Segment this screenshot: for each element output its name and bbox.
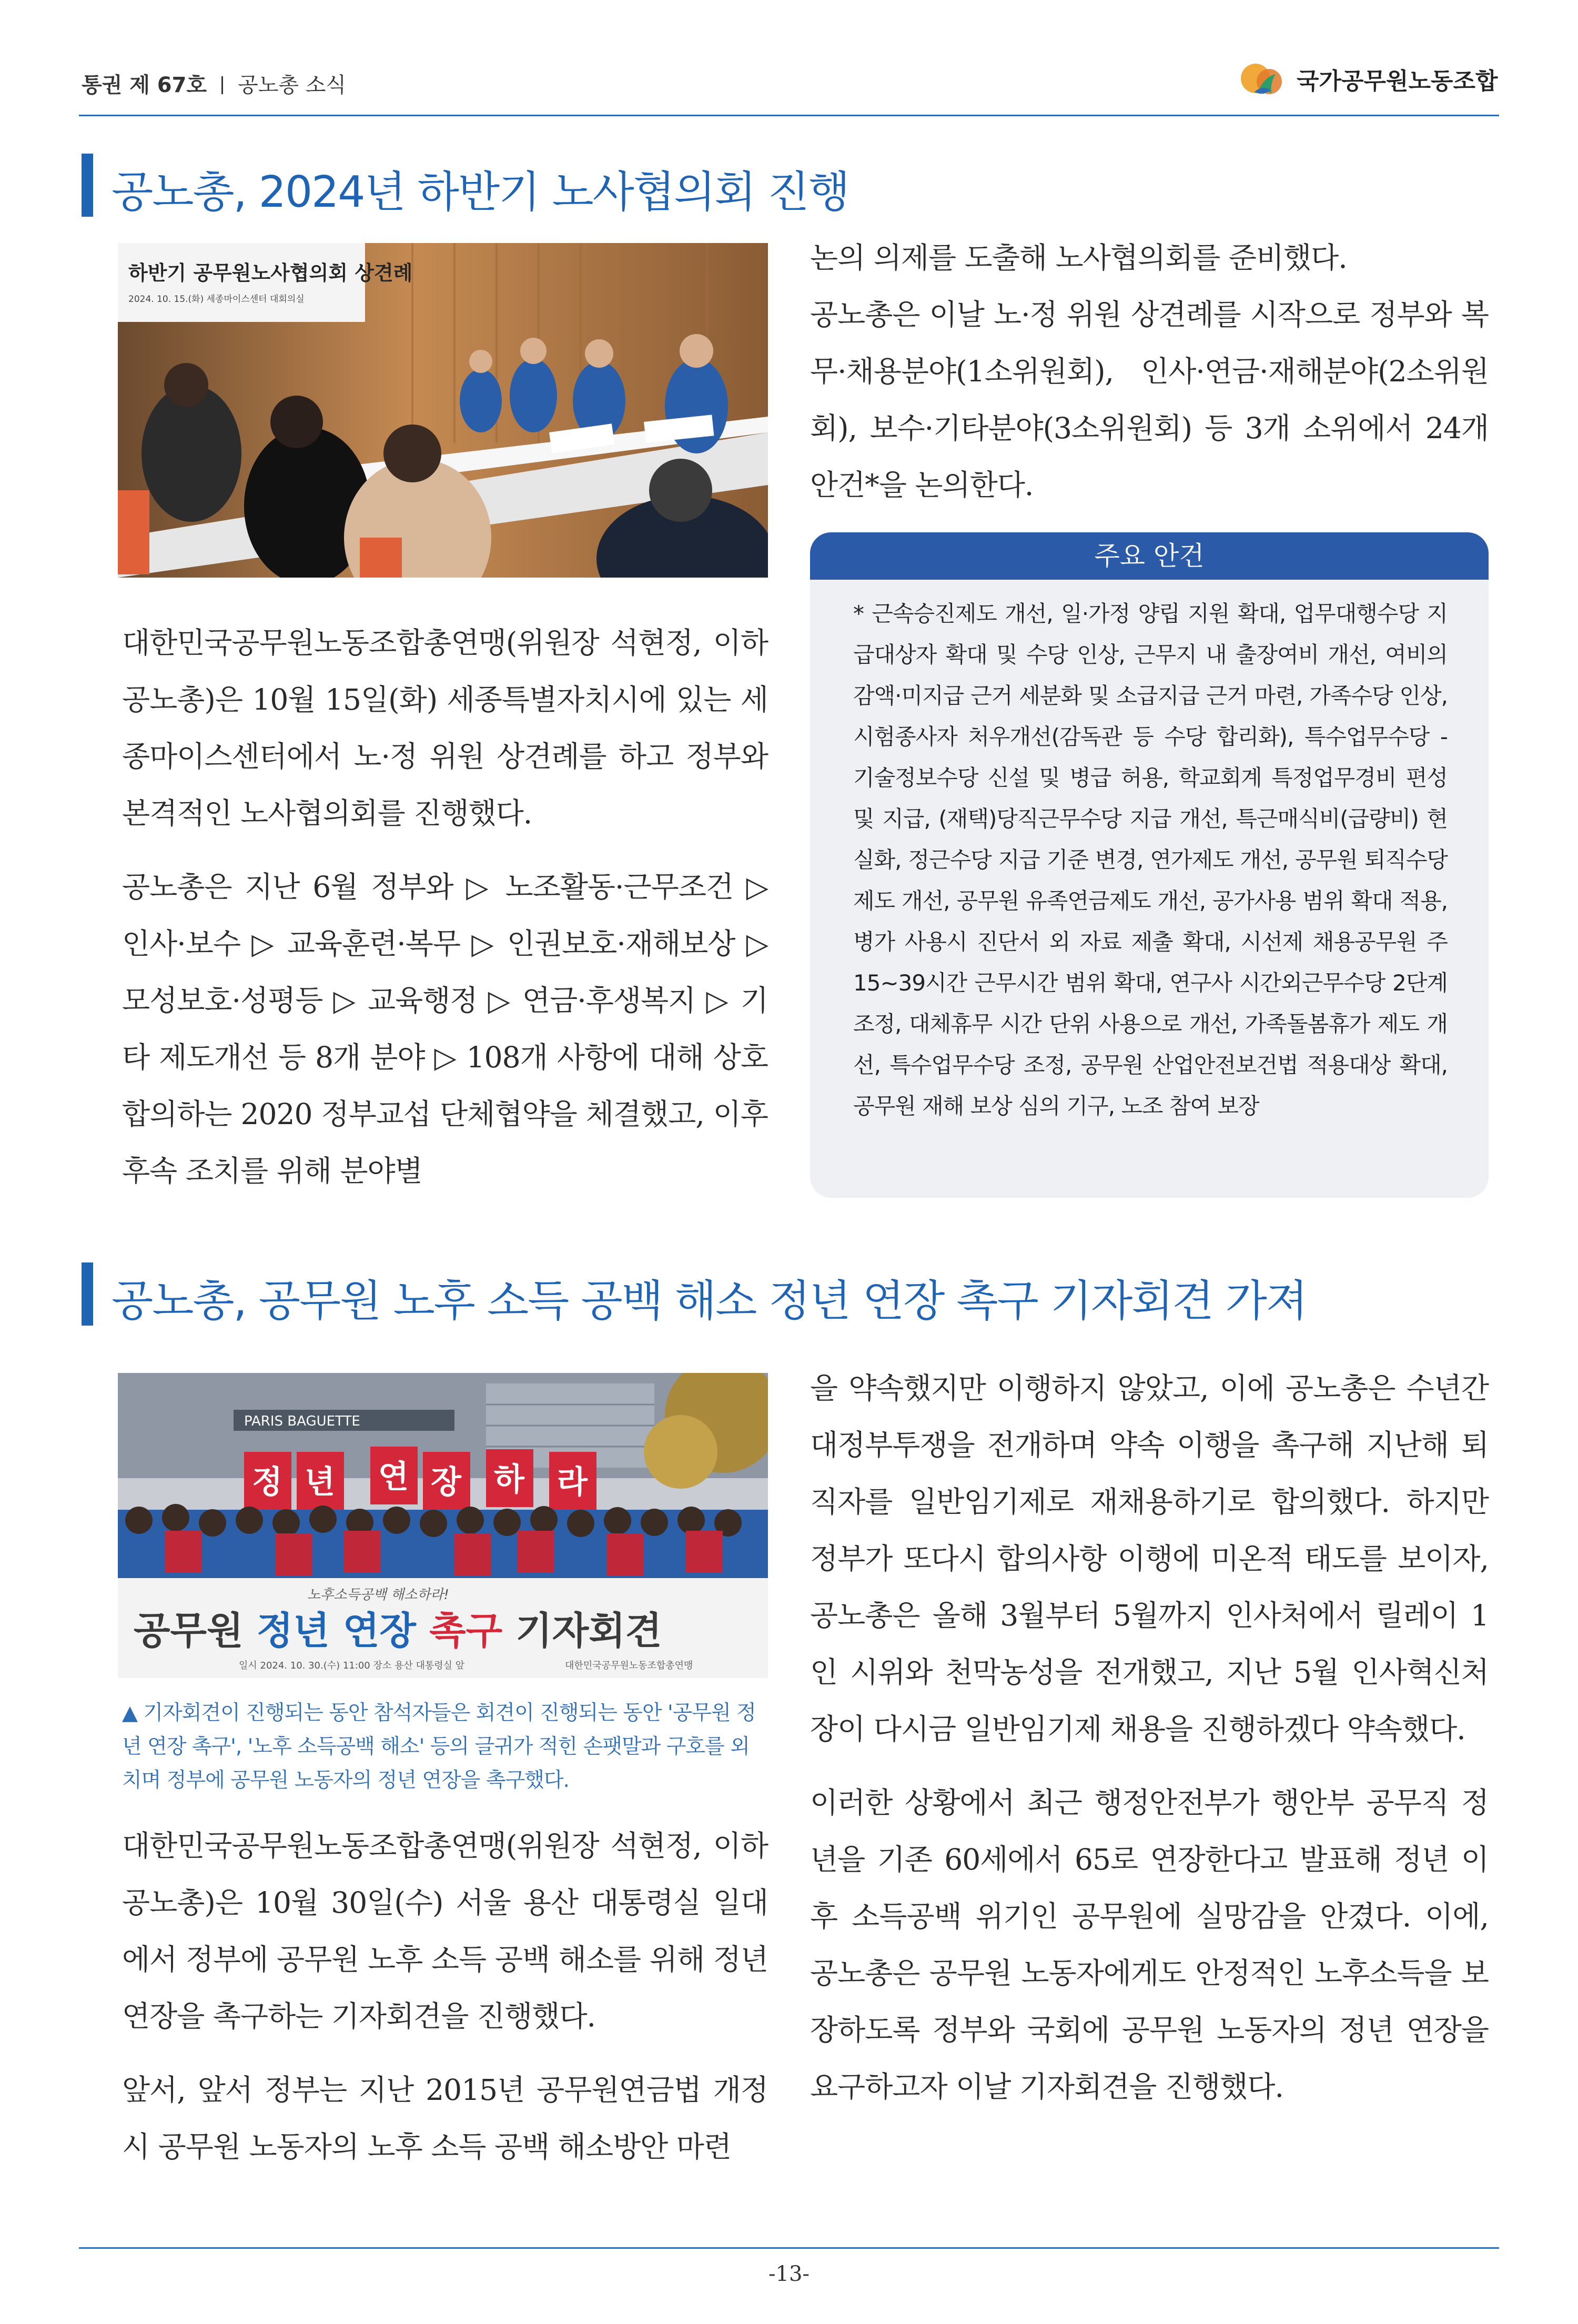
article1-paragraph: 대한민국공무원노동조합총연맹(위원장 석현정, 이하 공노총)은 10월 15일(화) 세종특별자치시에 있는 세종마이스센터에서 노·정 위원 상견례를 하고 정부와 본격적인 노사협의회를 진행했다. bbox=[122, 626, 768, 830]
photo-sign-char: 하 bbox=[494, 1461, 524, 1498]
photo-sign-char: 연 bbox=[378, 1459, 409, 1496]
photo-banner-main-part: 공무원 bbox=[134, 1609, 257, 1653]
article1-photo bbox=[118, 243, 768, 578]
article1-right-text bbox=[810, 229, 1489, 530]
org-name: 국가공무원노동조합 bbox=[1297, 68, 1498, 95]
page-number: -13- bbox=[768, 2262, 810, 2286]
photo-sign-char: 장 bbox=[431, 1464, 461, 1501]
section-title-bar bbox=[82, 154, 93, 217]
photo-banner-small: 노후소득공백 해소하라! bbox=[307, 1587, 449, 1603]
photo-sign-char: 라 bbox=[557, 1464, 588, 1501]
photo-banner-date: 2024. 10. 15.(화) 세종마이스센터 대회의실 bbox=[128, 294, 305, 305]
article1-left-text bbox=[122, 614, 768, 1216]
section-title-bar bbox=[82, 1262, 93, 1326]
union-logo-icon bbox=[1239, 55, 1286, 103]
article2-paragraph: 앞서, 앞서 정부는 지난 2015년 공무원연금법 개정 시 공무원 노동자의 노후 소득 공백 해소방안 마련 bbox=[122, 2073, 768, 2164]
photo-sign-char: 정 bbox=[252, 1464, 282, 1501]
article1-paragraph: 공노총은 지난 6월 정부와 ▷ 노조활동·근무조건 ▷ 인사·보수 ▷ 교육훈련·복무 ▷ 인권보호·재해보상 ▷ 모성보호·성평등 ▷ 교육행정 ▷ 연금·후생복지 ▷ 기타 제도개선 등 8개 분야 ▷ 108개 사항에 대해 상호 합의하는 2020 정부교섭 단체협약을 체결했고, 이후 후속 조치를 위해 분야별 bbox=[122, 870, 768, 1188]
key-agenda-header: 주요 안건 bbox=[810, 532, 1489, 580]
article2-photo bbox=[118, 1373, 768, 1678]
photo-banner-info: 일시 2024. 10. 30.(수) 11:00 장소 용산 대통령실 앞 bbox=[239, 1660, 465, 1671]
svg-text:공무원 정년 연장 촉구 기자회견 bbox=[134, 1609, 662, 1653]
article1-title: 공노총, 2024년 하반기 노사협의회 진행 bbox=[112, 167, 849, 217]
photo-banner-main-part: 촉구 bbox=[429, 1609, 516, 1653]
article2-left-text bbox=[122, 1817, 768, 2192]
article2-photo-caption: ▲ 기자회견이 진행되는 동안 참석자들은 회견이 진행되는 동안 '공무원 정년 연장 촉구', '노후 소득공백 해소' 등의 글귀가 적힌 손팻말과 구호를 외치며 정부에 공무원 노동자의 정년 연장을 촉구했다. bbox=[122, 1701, 756, 1792]
photo-banner-main-part: 기자회견 bbox=[515, 1609, 662, 1653]
header-issue-line bbox=[82, 68, 346, 98]
article2-right-text bbox=[810, 1360, 1489, 2132]
article2-paragraph: 이러한 상황에서 최근 행정안전부가 행안부 공무직 정년을 기존 60세에서 65로 연장한다고 발표해 정년 이후 소득공백 위기인 공무원에 실망감을 안겼다. 이에, 공노총은 공무원 노동자에게도 안정적인 노후소득을 보장하도록 정부와 국회에 공무원 노동자의 정년 연장을 요구하고자 이날 기자회견을 진행했다. bbox=[810, 1786, 1489, 2104]
photo-banner-title: 하반기 공무원노사협의회 상견례 bbox=[128, 261, 413, 285]
photo-banner-main-part: 정년 연장 bbox=[256, 1609, 430, 1653]
section-name: 공노총 소식 bbox=[238, 73, 346, 97]
footer-rule bbox=[79, 2247, 1499, 2249]
article1-paragraph: 논의 의제를 도출해 노사협의회를 준비했다. bbox=[810, 241, 1347, 275]
photo-store-sign: PARIS BAGUETTE bbox=[244, 1413, 360, 1429]
photo-banner-org: 대한민국공무원노동조합총연맹 bbox=[565, 1660, 693, 1671]
header-rule bbox=[79, 115, 1499, 116]
key-agenda-text: * 근속승진제도 개선, 일·가정 양립 지원 확대, 업무대행수당 지급대상자 확대 및 수당 인상, 근무지 내 출장여비 개선, 여비의 감액·미지급 근거 세분화 및 소급지급 근거 마련, 가족수당 인상, 시험종사자 처우개선(감독관 등 수당 합리화), 특수업무수당 - 기술정보수당 신설 및 병급 허용, 학교회계 특정업무경비 편성 및 지급, (재택)당직근무수당 지급 개선, 특근매식비(급량비) 현실화, 정근수당 지급 기준 변경, 연가제도 개선, 공무원 퇴직수당제도 개선, 공무원 유족연금제도 개선, 공가사용 범위 확대 적용, 병가 사용시 진단서 외 자료 제출 확대, 시선제 채용공무원 주15~39시간 근무시간 범위 확대, 연구사 시간외근무수당 2단계 조정, 대체휴무 시간 단위 사용으로 개선, 가족돌봄휴가 제도 개선, 특수업무수당 조정, 공무원 산업안전보건법 적용대상 확대, 공무원 재해 보상 심의 기구, 노조 참여 보장 bbox=[853, 601, 1448, 1119]
photo-sign-char: 년 bbox=[305, 1464, 335, 1501]
article2-title: 공노총, 공무원 노후 소득 공백 해소 정년 연장 촉구 기자회견 가져 bbox=[112, 1276, 1307, 1326]
article2-paragraph: 을 약속했지만 이행하지 않았고, 이에 공노총은 수년간 대정부투쟁을 전개하며 약속 이행을 촉구해 지난해 퇴직자를 일반임기제로 재채용하기로 합의했다. 하지만 정부가 또다시 합의사항 이행에 미온적 태도를 보이자, 공노총은 올해 3월부터 5월까지 인사처에서 릴레이 1인 시위와 천막농성을 전개했고, 지난 5월 인사혁신처장이 다시금 일반임기제 채용을 진행하겠다 약속했다. bbox=[810, 1371, 1489, 1746]
issue-number: 통권 제 67호 bbox=[82, 73, 207, 97]
article1-paragraph: 공노총은 이날 노·정 위원 상견례를 시작으로 정부와 복무·채용분야(1소위원회), 인사·연금·재해분야(2소위원회), 보수·기타분야(3소위원회) 등 3개 소위에서 24개 안건*을 논의한다. bbox=[810, 298, 1489, 502]
header-divider bbox=[221, 76, 223, 94]
article2-paragraph: 대한민국공무원노동조합총연맹(위원장 석현정, 이하 공노총)은 10월 30일(수) 서울 용산 대통령실 일대에서 정부에 공무원 노후 소득 공백 해소를 위해 정년 연장을 촉구하는 기자회견을 진행했다. bbox=[122, 1829, 768, 2033]
